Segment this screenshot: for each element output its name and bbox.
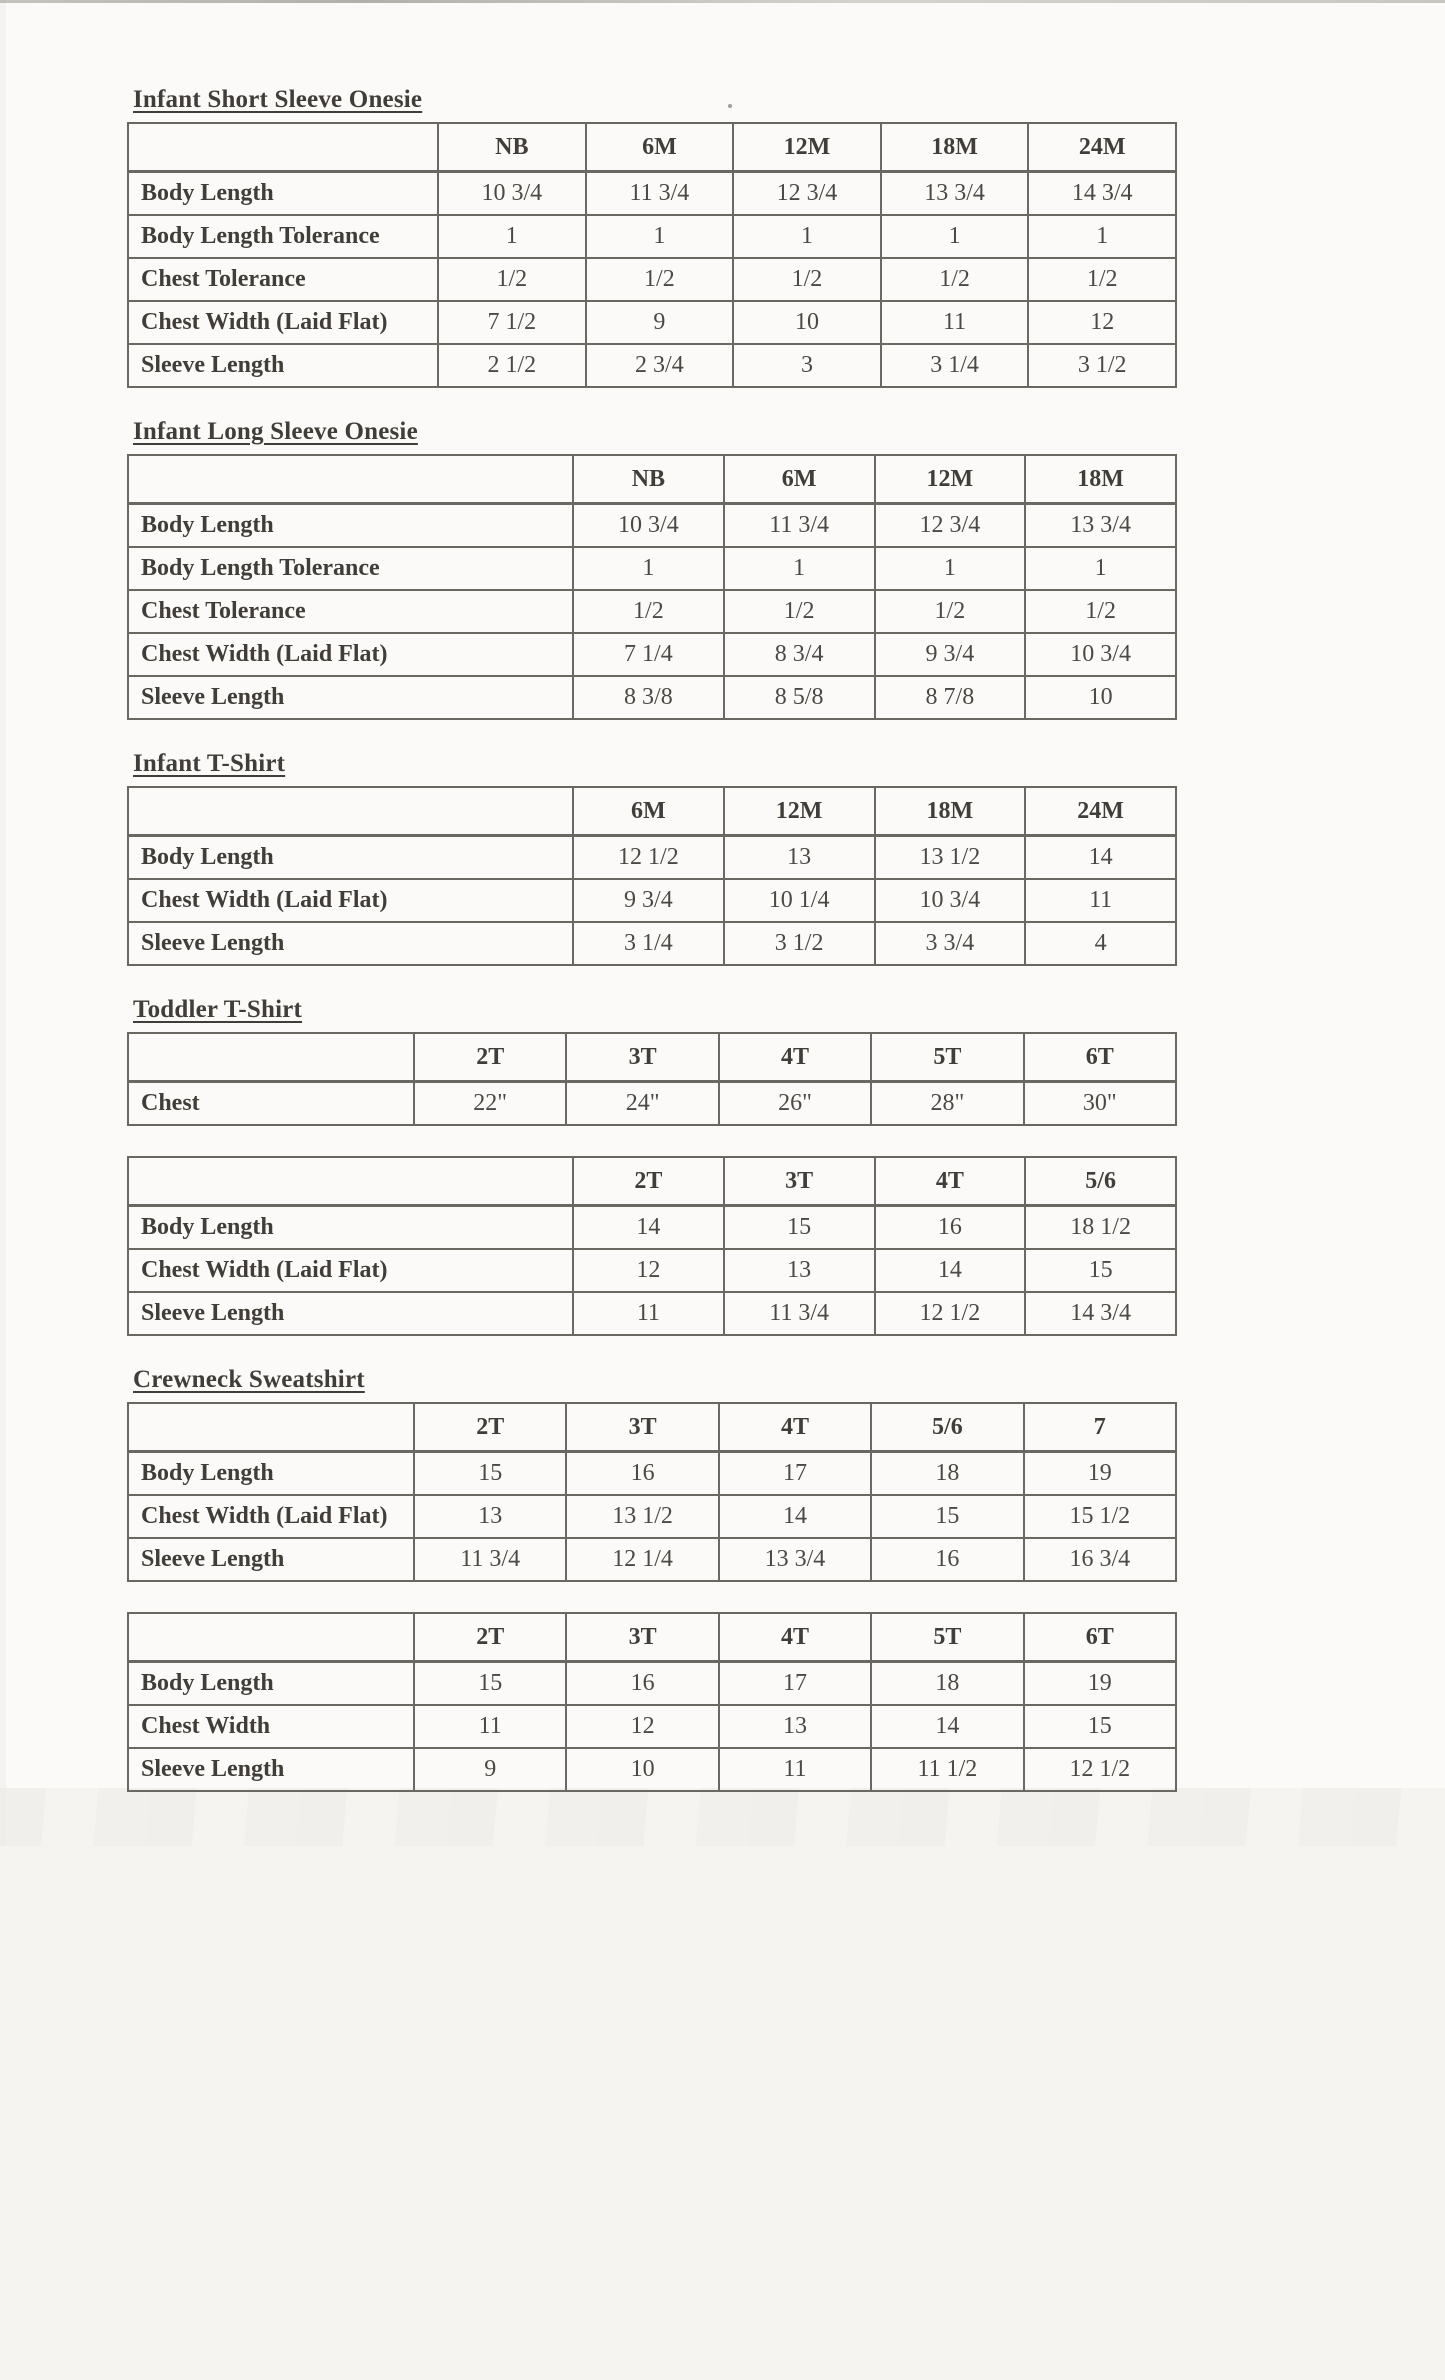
row-label: Chest	[128, 1082, 414, 1126]
row-label: Body Length	[128, 504, 573, 548]
table-row	[128, 172, 1176, 216]
cell-value: 17	[719, 1662, 871, 1706]
cell-value: 22"	[414, 1082, 566, 1126]
column-header: 2T	[414, 1033, 566, 1082]
row-label: Sleeve Length	[128, 1292, 573, 1335]
cell-value: 1/2	[438, 258, 586, 301]
cell-value: 13	[724, 1249, 875, 1292]
cell-value: 13	[719, 1705, 871, 1748]
table-section	[127, 996, 1177, 1126]
cell-value: 14	[719, 1495, 871, 1538]
column-header: 4T	[875, 1157, 1026, 1206]
row-label: Chest Width	[128, 1705, 414, 1748]
table-row	[128, 1082, 1176, 1126]
cell-value: 11 3/4	[724, 1292, 875, 1335]
cell-value: 13 3/4	[1025, 504, 1176, 548]
row-label: Sleeve Length	[128, 922, 573, 965]
size-table	[127, 1612, 1177, 1792]
cell-value: 8 5/8	[724, 676, 875, 719]
cell-value: 13 1/2	[566, 1495, 718, 1538]
cell-value: 7 1/4	[573, 633, 724, 676]
header-row	[128, 123, 1176, 172]
cell-value: 11	[881, 301, 1029, 344]
cell-value: 16	[875, 1206, 1026, 1250]
table-section	[127, 750, 1177, 966]
row-label: Chest Tolerance	[128, 258, 438, 301]
column-header: 18M	[875, 787, 1026, 836]
column-header: 4T	[719, 1613, 871, 1662]
cell-value: 16	[871, 1538, 1023, 1581]
table-row	[128, 1292, 1176, 1335]
cell-value: 10 3/4	[875, 879, 1026, 922]
cell-value: 11 3/4	[724, 504, 875, 548]
cell-value: 11 3/4	[586, 172, 734, 216]
section-title: Infant T-Shirt	[133, 750, 286, 777]
size-table	[127, 1032, 1177, 1126]
row-label: Body Length	[128, 1206, 573, 1250]
cell-value: 3 3/4	[875, 922, 1026, 965]
cell-value: 3 1/2	[724, 922, 875, 965]
cell-value: 15	[414, 1452, 566, 1496]
column-header: 5T	[871, 1613, 1023, 1662]
column-header: 2T	[573, 1157, 724, 1206]
size-table	[127, 122, 1177, 388]
cell-value: 8 3/4	[724, 633, 875, 676]
table-row	[128, 504, 1176, 548]
cell-value: 1	[1028, 215, 1176, 258]
cell-value: 12 1/2	[875, 1292, 1026, 1335]
section-title: Toddler T-Shirt	[133, 996, 303, 1023]
row-label: Body Length	[128, 1662, 414, 1706]
corner-cell	[128, 1613, 414, 1662]
cell-value: 3 1/4	[573, 922, 724, 965]
table-row	[128, 547, 1176, 590]
cell-value: 16	[566, 1452, 718, 1496]
column-header: 5/6	[1025, 1157, 1176, 1206]
column-header: 24M	[1028, 123, 1176, 172]
cell-value: 11	[573, 1292, 724, 1335]
cell-value: 18	[871, 1452, 1023, 1496]
cell-value: 13	[724, 836, 875, 880]
cell-value: 10 1/4	[724, 879, 875, 922]
corner-cell	[128, 1157, 573, 1206]
column-header: 4T	[719, 1033, 871, 1082]
column-header: 18M	[881, 123, 1029, 172]
cell-value: 1	[724, 547, 875, 590]
cell-value: 12	[566, 1705, 718, 1748]
row-label: Sleeve Length	[128, 1748, 414, 1791]
cell-value: 1/2	[875, 590, 1026, 633]
row-label: Body Length Tolerance	[128, 215, 438, 258]
cell-value: 1	[573, 547, 724, 590]
row-label: Body Length	[128, 172, 438, 216]
table-row	[128, 590, 1176, 633]
cell-value: 28"	[871, 1082, 1023, 1126]
cell-value: 3	[733, 344, 881, 387]
column-header: 6M	[573, 787, 724, 836]
column-header: 6M	[586, 123, 734, 172]
row-label: Sleeve Length	[128, 676, 573, 719]
table-row	[128, 1206, 1176, 1250]
cell-value: 11	[1025, 879, 1176, 922]
table-row	[128, 301, 1176, 344]
column-header: 6T	[1024, 1033, 1176, 1082]
header-row	[128, 455, 1176, 504]
cell-value: 11 1/2	[871, 1748, 1023, 1791]
corner-cell	[128, 1033, 414, 1082]
cell-value: 11	[719, 1748, 871, 1791]
header-row	[128, 1157, 1176, 1206]
cell-value: 1	[586, 215, 734, 258]
cell-value: 17	[719, 1452, 871, 1496]
table-row	[128, 215, 1176, 258]
column-header: 12M	[875, 455, 1026, 504]
table-row	[128, 676, 1176, 719]
column-header: 18M	[1025, 455, 1176, 504]
column-header: 3T	[566, 1033, 718, 1082]
cell-value: 12 3/4	[875, 504, 1026, 548]
section-title: Infant Long Sleeve Onesie	[133, 418, 418, 445]
cell-value: 9	[586, 301, 734, 344]
column-header: 3T	[566, 1613, 718, 1662]
size-table	[127, 1156, 1177, 1336]
cell-value: 3 1/2	[1028, 344, 1176, 387]
row-label: Chest Width (Laid Flat)	[128, 879, 573, 922]
cell-value: 14	[573, 1206, 724, 1250]
table-row	[128, 1495, 1176, 1538]
cell-value: 14 3/4	[1025, 1292, 1176, 1335]
cell-value: 16 3/4	[1024, 1538, 1176, 1581]
header-row	[128, 1033, 1176, 1082]
column-header: 12M	[733, 123, 881, 172]
cell-value: 10	[733, 301, 881, 344]
row-label: Chest Width (Laid Flat)	[128, 633, 573, 676]
table-row	[128, 258, 1176, 301]
row-label: Chest Width (Laid Flat)	[128, 1249, 573, 1292]
cell-value: 9 3/4	[875, 633, 1026, 676]
cell-value: 15	[414, 1662, 566, 1706]
cell-value: 10 3/4	[438, 172, 586, 216]
table-row	[128, 879, 1176, 922]
cell-value: 18 1/2	[1025, 1206, 1176, 1250]
column-header: 2T	[414, 1613, 566, 1662]
cell-value: 4	[1025, 922, 1176, 965]
cell-value: 16	[566, 1662, 718, 1706]
cell-value: 3 1/4	[881, 344, 1029, 387]
table-row	[128, 922, 1176, 965]
cell-value: 1/2	[881, 258, 1029, 301]
header-row	[128, 1613, 1176, 1662]
cell-value: 14 3/4	[1028, 172, 1176, 216]
cell-value: 1/2	[733, 258, 881, 301]
cell-value: 12 1/4	[566, 1538, 718, 1581]
row-label: Chest Width (Laid Flat)	[128, 1495, 414, 1538]
column-header: 2T	[414, 1403, 566, 1452]
cell-value: 15 1/2	[1024, 1495, 1176, 1538]
section-title: Infant Short Sleeve Onesie	[133, 86, 423, 113]
column-header: NB	[438, 123, 586, 172]
table-row	[128, 1452, 1176, 1496]
column-header: 5T	[871, 1033, 1023, 1082]
cell-value: 24"	[566, 1082, 718, 1126]
cell-value: 9 3/4	[573, 879, 724, 922]
scan-lower-region	[0, 1846, 1445, 2380]
table-section	[127, 418, 1177, 720]
cell-value: 10 3/4	[1025, 633, 1176, 676]
cell-value: 13 3/4	[719, 1538, 871, 1581]
header-row	[128, 787, 1176, 836]
table-row	[128, 344, 1176, 387]
cell-value: 10	[566, 1748, 718, 1791]
row-label: Body Length	[128, 1452, 414, 1496]
cell-value: 26"	[719, 1082, 871, 1126]
cell-value: 1	[733, 215, 881, 258]
table-row	[128, 1748, 1176, 1791]
cell-value: 19	[1024, 1662, 1176, 1706]
cell-value: 14	[1025, 836, 1176, 880]
cell-value: 15	[724, 1206, 875, 1250]
cell-value: 2 1/2	[438, 344, 586, 387]
cell-value: 12	[1028, 301, 1176, 344]
size-table	[127, 786, 1177, 966]
cell-value: 18	[871, 1662, 1023, 1706]
table-row	[128, 1705, 1176, 1748]
size-table	[127, 1402, 1177, 1582]
cell-value: 9	[414, 1748, 566, 1791]
cell-value: 14	[871, 1705, 1023, 1748]
column-header: 6M	[724, 455, 875, 504]
corner-cell	[128, 787, 573, 836]
table-section	[127, 86, 1177, 388]
cell-value: 1/2	[724, 590, 875, 633]
cell-value: 1	[875, 547, 1026, 590]
cell-value: 8 3/8	[573, 676, 724, 719]
table-section	[127, 1156, 1177, 1336]
column-header: 5/6	[871, 1403, 1023, 1452]
cell-value: 30"	[1024, 1082, 1176, 1126]
column-header: 12M	[724, 787, 875, 836]
column-header: 6T	[1024, 1613, 1176, 1662]
row-label: Chest Width (Laid Flat)	[128, 301, 438, 344]
row-label: Body Length Tolerance	[128, 547, 573, 590]
column-header: 3T	[566, 1403, 718, 1452]
column-header: 3T	[724, 1157, 875, 1206]
cell-value: 1	[881, 215, 1029, 258]
column-header: 7	[1024, 1403, 1176, 1452]
cell-value: 12 3/4	[733, 172, 881, 216]
cell-value: 1/2	[586, 258, 734, 301]
table-row	[128, 633, 1176, 676]
cell-value: 1/2	[1028, 258, 1176, 301]
cell-value: 1/2	[1025, 590, 1176, 633]
table-section	[127, 1366, 1177, 1582]
column-header: 4T	[719, 1403, 871, 1452]
cell-value: 1/2	[573, 590, 724, 633]
corner-cell	[128, 1403, 414, 1452]
cell-value: 1	[1025, 547, 1176, 590]
cell-value: 10 3/4	[573, 504, 724, 548]
table-section	[127, 1612, 1177, 1792]
cell-value: 8 7/8	[875, 676, 1026, 719]
size-table	[127, 454, 1177, 720]
cell-value: 13	[414, 1495, 566, 1538]
row-label: Body Length	[128, 836, 573, 880]
section-title: Crewneck Sweatshirt	[133, 1366, 365, 1393]
table-row	[128, 836, 1176, 880]
cell-value: 13 1/2	[875, 836, 1026, 880]
corner-cell	[128, 123, 438, 172]
cell-value: 12 1/2	[1024, 1748, 1176, 1791]
cell-value: 12	[573, 1249, 724, 1292]
table-row	[128, 1538, 1176, 1581]
row-label: Sleeve Length	[128, 1538, 414, 1581]
column-header: NB	[573, 455, 724, 504]
cell-value: 2 3/4	[586, 344, 734, 387]
cell-value: 15	[1024, 1705, 1176, 1748]
column-header: 24M	[1025, 787, 1176, 836]
corner-cell	[128, 455, 573, 504]
cell-value: 11 3/4	[414, 1538, 566, 1581]
cell-value: 13 3/4	[881, 172, 1029, 216]
cell-value: 1	[438, 215, 586, 258]
table-row	[128, 1662, 1176, 1706]
row-label: Sleeve Length	[128, 344, 438, 387]
cell-value: 11	[414, 1705, 566, 1748]
cell-value: 10	[1025, 676, 1176, 719]
cell-value: 12 1/2	[573, 836, 724, 880]
cell-value: 15	[871, 1495, 1023, 1538]
cell-value: 19	[1024, 1452, 1176, 1496]
cell-value: 15	[1025, 1249, 1176, 1292]
table-row	[128, 1249, 1176, 1292]
row-label: Chest Tolerance	[128, 590, 573, 633]
header-row	[128, 1403, 1176, 1452]
cell-value: 14	[875, 1249, 1026, 1292]
cell-value: 7 1/2	[438, 301, 586, 344]
